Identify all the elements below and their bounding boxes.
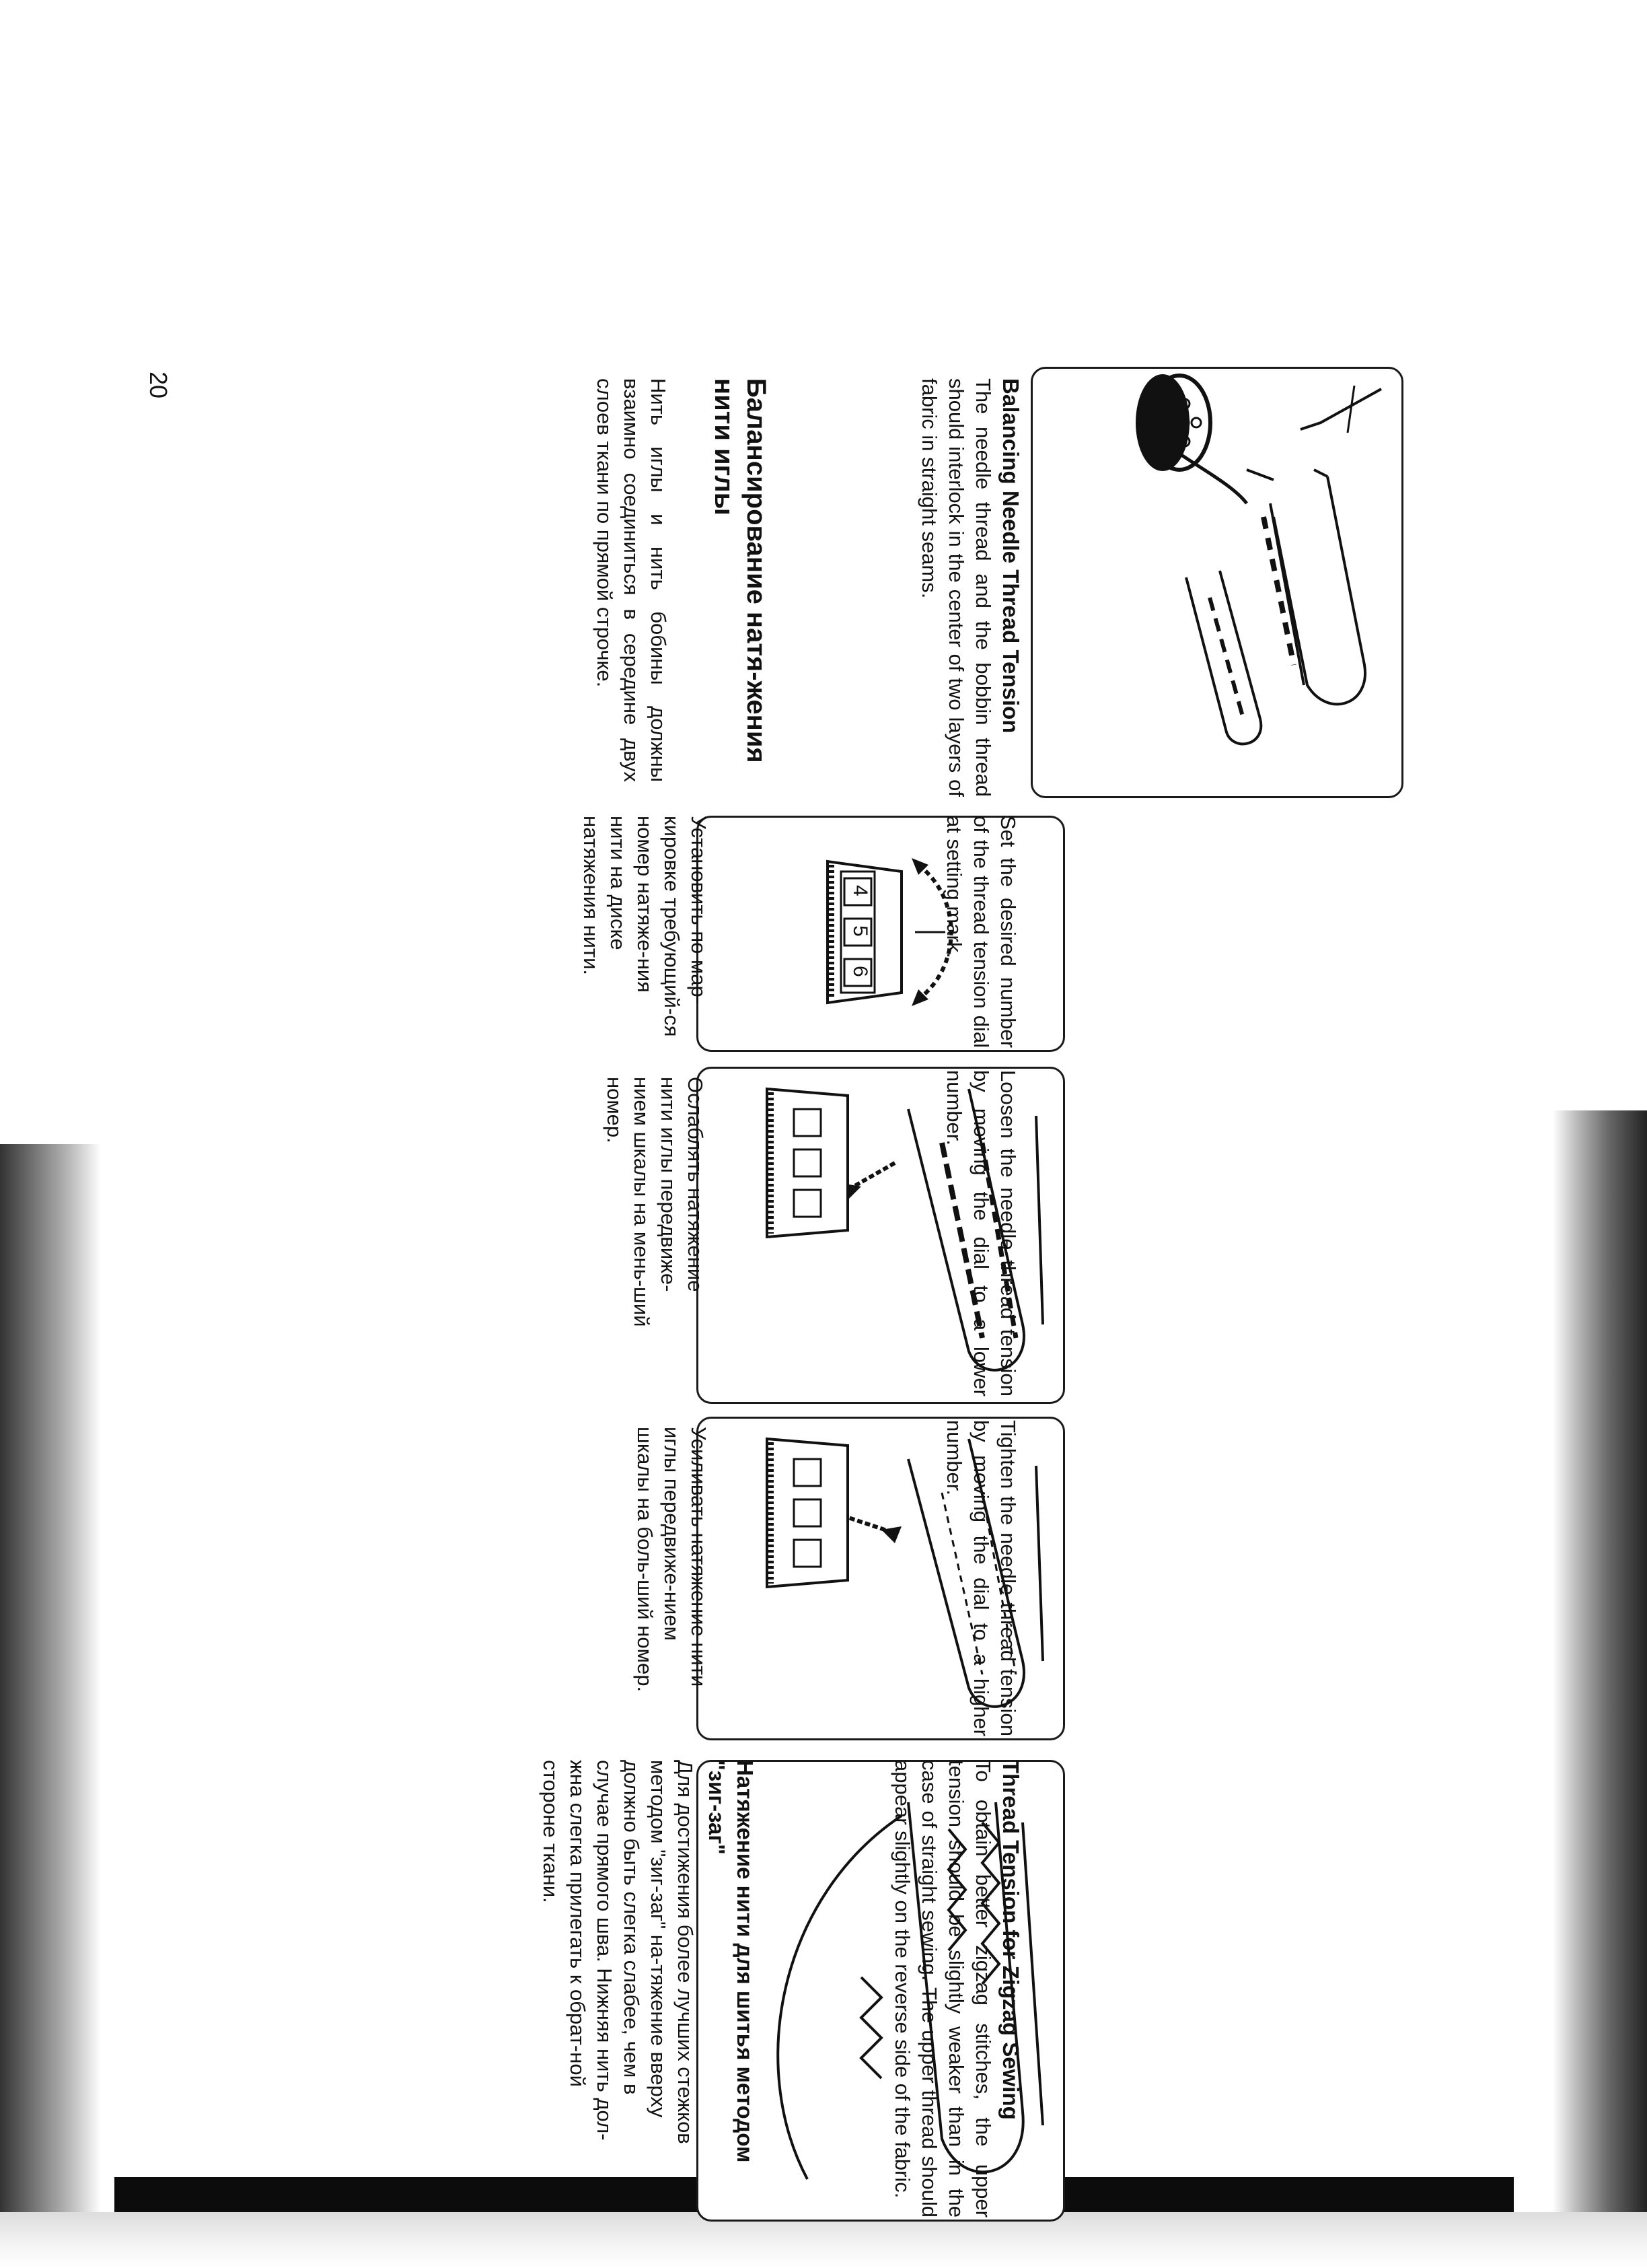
dial-number-6: 6 (849, 966, 871, 977)
balancing-text-en: The needle thread and the bobbin thread should interlock in the center of two layers of fabric in straight seams. (918, 378, 995, 797)
zigzag-text-en: To obtain better zigzag stitches, the upper tension should be slightly weaker than in the case of straight sewing. The upper thread should appear slightly on the reverse side of the fabric. (891, 1760, 995, 2218)
balancing-title-ru: Балансирование натя-жения нити иглы (709, 378, 771, 763)
zigzag-title-ru: Натяжение нити для шитья методом "зиг-заг" (704, 1760, 758, 2163)
page-number: 20 (145, 371, 172, 399)
loosen-text-ru: Ослаблять натяжение нити иглы передвиже-нием шкалы на мень-ший номер. (603, 1077, 707, 1327)
dial-number-5: 5 (849, 925, 871, 937)
balancing-text-ru: Нить иглы и нить бобины должны взаимно соединиться в середине двух слоев ткани по прямой строчке. (593, 378, 670, 782)
loosen-text-en: Loosen the needle thread tension by moving the dial to a lower number. (943, 1070, 1020, 1396)
zigzag-text-ru: Для достижения более лучших стежков методом "зиг-заг" на-тяжение вверху должно быть слегка слабее, чем в случае прямого шва. Нижняя нить дол-жна слегка прилегать к обрат-ной стороне ткани. (539, 1760, 697, 2144)
zigzag-title-en: Thread Tension for Zigzag Sewing (998, 1760, 1023, 2120)
bobbin-fabric-illustration (1033, 369, 1401, 796)
tighten-text-ru: Усиливать натяжение нити иглы передвиже-нием шкалы на боль-ший номер. (633, 1427, 710, 1693)
tension-dial-icon (767, 1089, 848, 1237)
set-text-en: Set the desired number of the thread tension dial at setting mark. (943, 816, 1020, 1048)
illustration-box-balancing (1031, 367, 1403, 798)
tighten-text-en: Tighten the needle thread tension by moving the dial to a higher number. (943, 1420, 1020, 1736)
set-text-ru: Установить по мар-кировке требующий-ся номер натяже-ния нити на диске натяжения нити. (579, 816, 710, 1037)
balancing-title-en: Balancing Needle Thread Tension (998, 378, 1023, 734)
tension-dial-icon (767, 1439, 848, 1587)
dial-number-4: 4 (849, 885, 871, 896)
